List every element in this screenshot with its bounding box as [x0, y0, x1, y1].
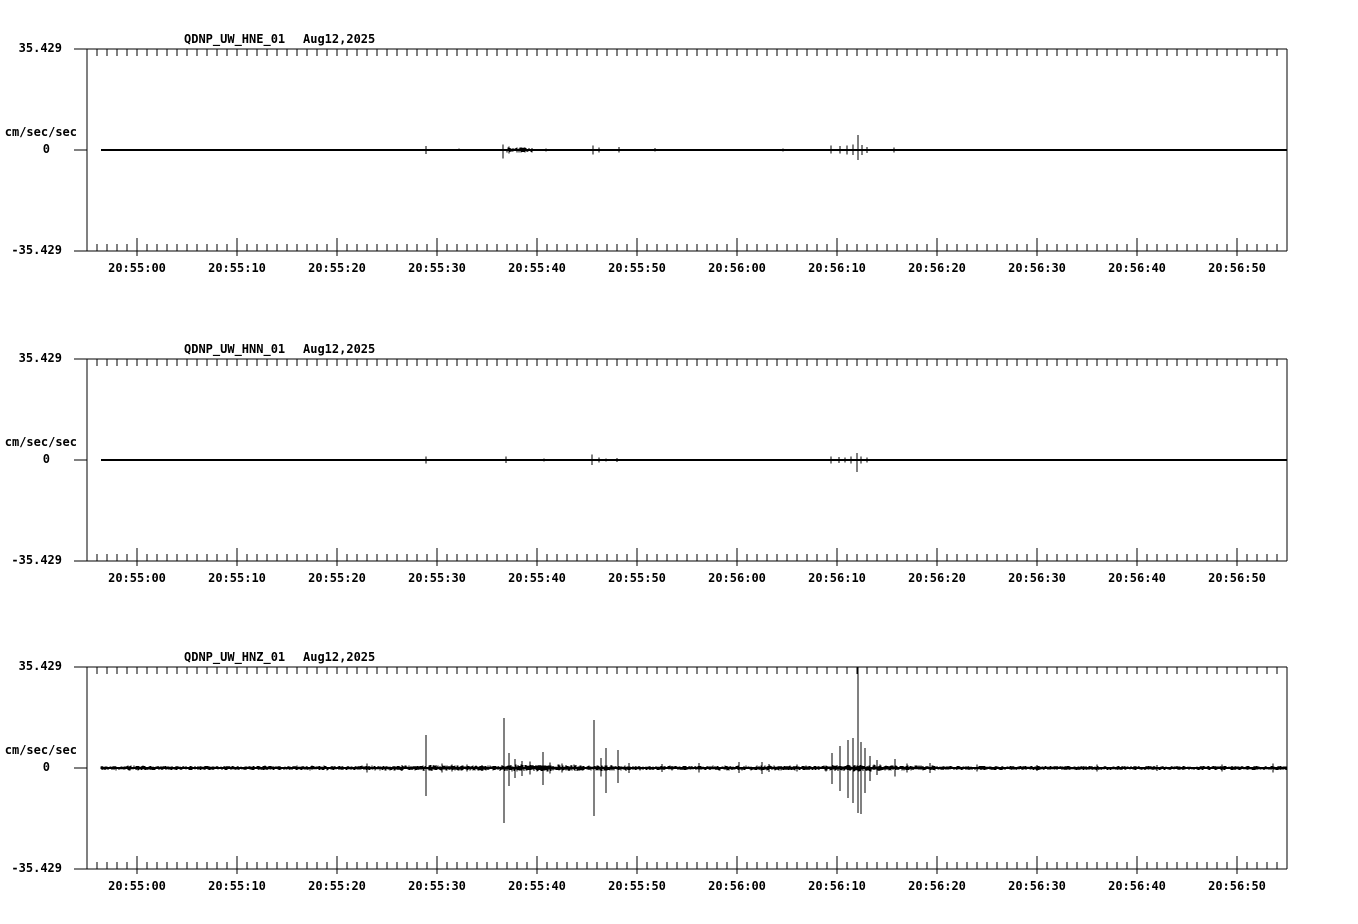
x-axis-tick-labels: [0, 572, 1358, 588]
x-tick-label: 20:56:40: [1108, 571, 1166, 585]
x-tick-label: 20:56:10: [808, 879, 866, 893]
x-tick-label: 20:56:10: [808, 571, 866, 585]
plot-axes: [74, 49, 1287, 256]
x-tick-label: 20:55:00: [108, 261, 166, 275]
trace-title-station: QDNP_UW_HNN_01: [184, 342, 286, 356]
x-tick-label: 20:55:50: [608, 571, 666, 585]
x-tick-label: 20:56:40: [1108, 879, 1166, 893]
y-axis-max-label: 35.429: [18, 41, 62, 55]
y-axis-max-label: 35.429: [18, 659, 62, 673]
x-tick-label: 20:56:00: [708, 571, 766, 585]
x-tick-label: 20:56:50: [1208, 571, 1266, 585]
plot-axes: [74, 667, 1287, 874]
x-tick-label: 20:56:20: [908, 571, 966, 585]
trace-title-date: Aug12,2025: [303, 32, 376, 46]
x-tick-label: 20:56:20: [908, 261, 966, 275]
waveform-trace: [101, 667, 1287, 823]
x-tick-label: 20:55:30: [408, 571, 466, 585]
x-tick-label: 20:56:20: [908, 879, 966, 893]
seismogram-plot-hne: [74, 49, 1287, 256]
x-tick-label: 20:55:30: [408, 879, 466, 893]
seismogram-plot-hnn: [74, 359, 1287, 566]
y-axis-zero-label: 0: [42, 142, 50, 156]
trace-title-station: QDNP_UW_HNZ_01: [184, 650, 286, 664]
x-axis-tick-labels: [0, 880, 1358, 896]
seismogram-plot-hnz: [74, 667, 1287, 874]
x-tick-label: 20:55:40: [508, 571, 566, 585]
y-axis-units-label: cm/sec/sec: [4, 743, 77, 757]
x-tick-label: 20:55:00: [108, 571, 166, 585]
x-tick-label: 20:55:50: [608, 879, 666, 893]
x-axis-tick-labels: [0, 262, 1358, 278]
trace-title-date: Aug12,2025: [303, 650, 376, 664]
x-tick-label: 20:55:50: [608, 261, 666, 275]
y-axis-max-label: 35.429: [18, 351, 62, 365]
x-tick-label: 20:55:40: [508, 879, 566, 893]
x-tick-label: 20:56:30: [1008, 571, 1066, 585]
plot-axes: [74, 359, 1287, 566]
x-tick-label: 20:56:30: [1008, 261, 1066, 275]
y-axis-zero-label: 0: [42, 452, 50, 466]
x-tick-label: 20:55:20: [308, 261, 366, 275]
x-tick-label: 20:56:50: [1208, 879, 1266, 893]
y-axis-zero-label: 0: [42, 760, 50, 774]
x-tick-label: 20:55:20: [308, 879, 366, 893]
x-tick-label: 20:55:00: [108, 879, 166, 893]
y-axis-min-label: -35.429: [11, 243, 62, 257]
x-tick-label: 20:55:10: [208, 261, 266, 275]
x-tick-label: 20:56:30: [1008, 879, 1066, 893]
trace-title-date: Aug12,2025: [303, 342, 376, 356]
x-tick-label: 20:56:40: [1108, 261, 1166, 275]
x-tick-label: 20:55:10: [208, 571, 266, 585]
x-tick-label: 20:56:00: [708, 261, 766, 275]
x-tick-label: 20:56:00: [708, 879, 766, 893]
y-axis-min-label: -35.429: [11, 553, 62, 567]
trace-title-station: QDNP_UW_HNE_01: [184, 32, 286, 46]
waveform-trace: [101, 135, 1287, 160]
y-axis-min-label: -35.429: [11, 861, 62, 875]
x-tick-label: 20:55:40: [508, 261, 566, 275]
x-tick-label: 20:56:10: [808, 261, 866, 275]
y-axis-units-label: cm/sec/sec: [4, 435, 77, 449]
y-axis-units-label: cm/sec/sec: [4, 125, 77, 139]
x-tick-label: 20:55:10: [208, 879, 266, 893]
x-tick-label: 20:56:50: [1208, 261, 1266, 275]
waveform-trace: [101, 453, 1287, 472]
x-tick-label: 20:55:30: [408, 261, 466, 275]
x-tick-label: 20:55:20: [308, 571, 366, 585]
